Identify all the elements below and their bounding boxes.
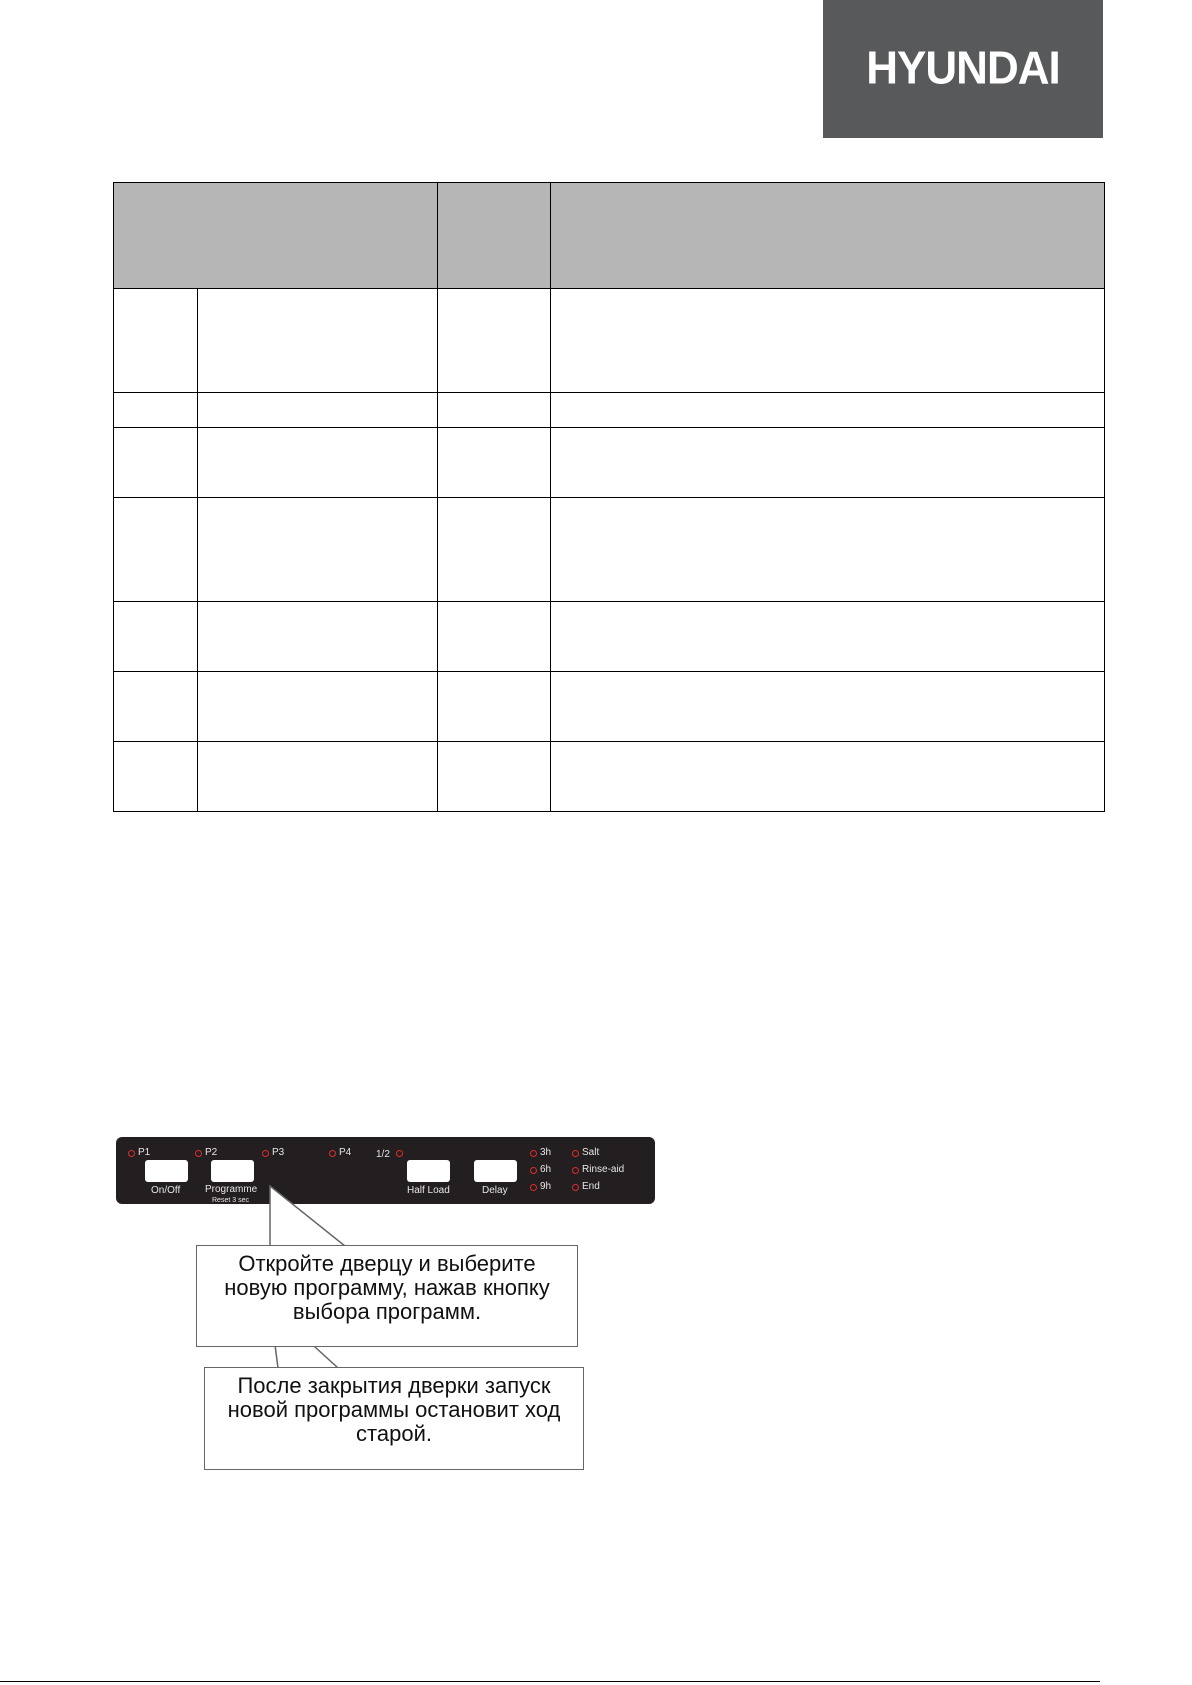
end-label: End: [582, 1181, 600, 1192]
delay-9h-label: 9h: [540, 1181, 552, 1192]
callout-text-1: Откройте дверцу и выберите новую программу, нажав кнопку выбора программ.: [224, 1251, 550, 1324]
p1-label: P1: [138, 1147, 151, 1158]
callout-text-2: После закрытия дверки запуск новой программы остановит ход старой.: [227, 1373, 561, 1446]
half-load-indicator-label: 1/2: [376, 1149, 390, 1160]
callout-box-2: [204, 1367, 584, 1470]
delay-3h-label: 3h: [540, 1147, 552, 1158]
half-load-label: Half Load: [407, 1185, 450, 1196]
callout-box-1: [196, 1245, 578, 1347]
salt-label: Salt: [582, 1147, 600, 1158]
p2-label: P2: [205, 1147, 218, 1158]
p3-label: P3: [272, 1147, 285, 1158]
on-off-label: On/Off: [151, 1185, 181, 1196]
programme-label: Programme: [205, 1184, 258, 1195]
p4-label: P4: [339, 1147, 352, 1158]
delay-label: Delay: [482, 1185, 508, 1196]
callout-pointer-1: [270, 1186, 345, 1246]
rinse-aid-label: Rinse-aid: [582, 1164, 625, 1175]
delay-6h-label: 6h: [540, 1164, 552, 1175]
page-footer-rule: [0, 1681, 1100, 1682]
programme-reset-label: Reset 3 sec: [212, 1197, 249, 1204]
brand-logo-text: HYUNDAI: [866, 42, 1060, 95]
